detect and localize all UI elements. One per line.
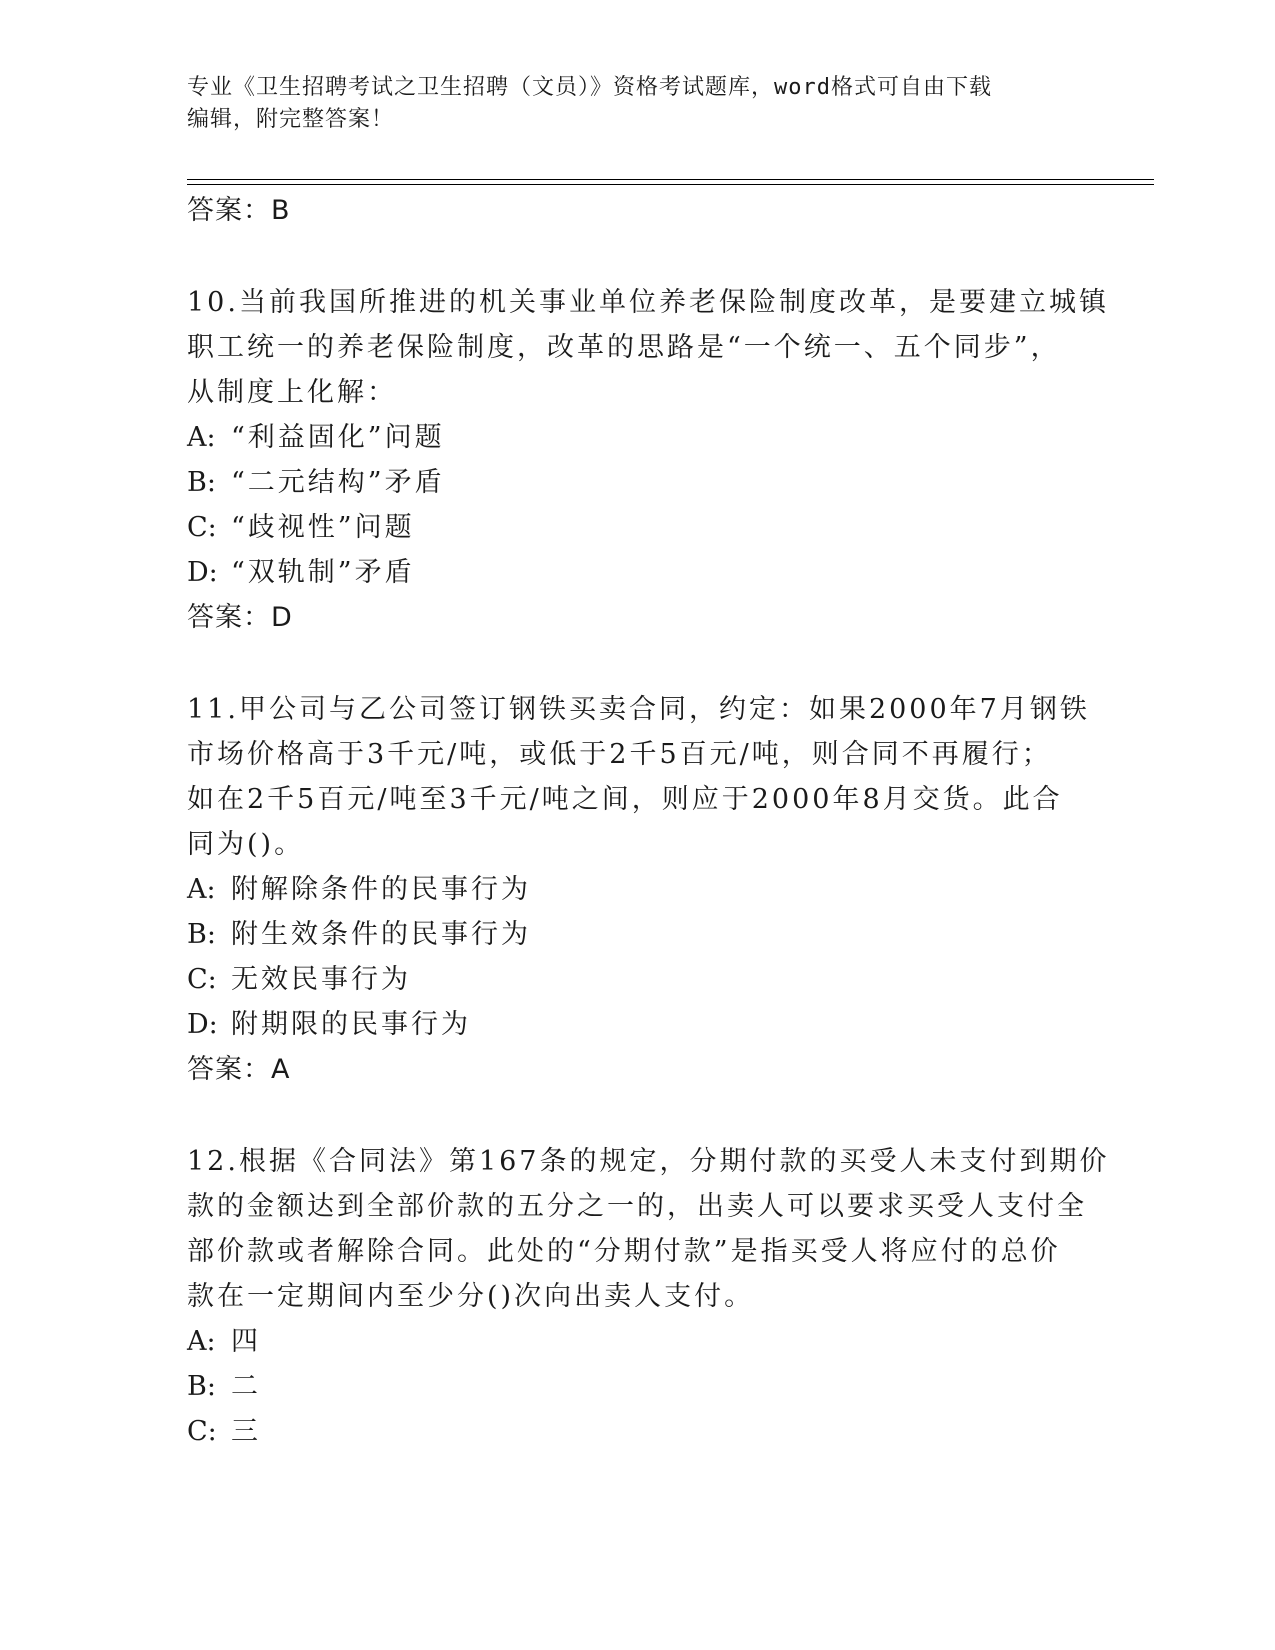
question-10-option-c — [187, 505, 1087, 550]
option-text: 附期限的民事行为 — [231, 1009, 471, 1040]
question-10-option-b — [187, 460, 1087, 505]
option-text: “歧视性”问题 — [231, 512, 415, 543]
spacer — [187, 1093, 1087, 1139]
question-11-answer: 答案：A — [187, 1054, 291, 1085]
question-12-stem — [187, 1139, 1110, 1319]
option-letter: A: — [187, 874, 216, 905]
question-list — [187, 188, 1110, 1454]
option-text: 无效民事行为 — [231, 964, 411, 995]
option-text: 四 — [231, 1326, 261, 1357]
stem-line: 职工统一的养老保险制度，改革的思路是“一个统一、五个同步”， — [187, 332, 1061, 363]
stem-line: 10.当前我国所推进的机关事业单位养老保险制度改革，是要建立城镇 — [187, 287, 1109, 318]
question-11-option-d — [187, 1002, 1087, 1047]
stem-line: 款在一定期间内至少分()次向出卖人支付。 — [187, 1281, 755, 1312]
header-divider-bottom — [187, 184, 1154, 185]
question-11-option-b — [187, 912, 1087, 957]
question-11-option-c — [187, 957, 1087, 1002]
spacer — [187, 234, 1087, 280]
option-text: “利益固化”问题 — [231, 422, 445, 453]
stem-line: 同为()。 — [187, 829, 305, 860]
stem-line: 11.甲公司与乙公司签订钢铁买卖合同，约定：如果2000年7月钢铁 — [187, 694, 1090, 725]
question-10-option-a — [187, 415, 1087, 460]
option-letter: C: — [187, 964, 217, 995]
option-letter: D: — [187, 557, 218, 588]
option-letter: D: — [187, 1009, 218, 1040]
stem-line: 款的金额达到全部价款的五分之一的，出卖人可以要求买受人支付全 — [187, 1191, 1087, 1222]
option-letter: C: — [187, 1416, 217, 1447]
header-line-1: 专业《卫生招聘考试之卫生招聘（文员）》资格考试题库，word格式可自由下载 — [187, 75, 992, 100]
stem-line: 部价款或者解除合同。此处的“分期付款”是指买受人将应付的总价 — [187, 1236, 1061, 1267]
stem-line: 市场价格高于3千元/吨，或低于2千5百元/吨，则合同不再履行； — [187, 739, 1052, 770]
option-letter: B: — [187, 467, 216, 498]
option-letter: B: — [187, 919, 216, 950]
option-text: 二 — [231, 1371, 261, 1402]
option-letter: A: — [187, 1326, 216, 1357]
question-10-option-d — [187, 550, 1087, 595]
question-12-option-c — [187, 1409, 1087, 1454]
question-10-stem — [187, 280, 1109, 415]
header-line-2: 编辑，附完整答案！ — [187, 107, 395, 132]
document-header — [187, 72, 1067, 136]
question-11-option-a — [187, 867, 1087, 912]
stem-line: 12.根据《合同法》第167条的规定，分期付款的买受人未支付到期价 — [187, 1146, 1110, 1177]
option-text: 附解除条件的民事行为 — [231, 874, 531, 905]
stem-line: 从制度上化解： — [187, 377, 397, 408]
spacer — [187, 641, 1087, 687]
option-text: “双轨制”矛盾 — [231, 557, 415, 588]
option-text: 三 — [231, 1416, 261, 1447]
option-letter: B: — [187, 1371, 216, 1402]
option-letter: C: — [187, 512, 217, 543]
stem-line: 如在2千5百元/吨至3千元/吨之间，则应于2000年8月交货。此合 — [187, 784, 1063, 815]
question-12-option-a — [187, 1319, 1087, 1364]
header-divider-top — [187, 179, 1154, 180]
question-10-answer: 答案：D — [187, 602, 293, 633]
option-text: “二元结构”矛盾 — [231, 467, 445, 498]
question-11-stem — [187, 687, 1090, 867]
answer-line: 答案：B — [187, 195, 291, 226]
option-text: 附生效条件的民事行为 — [231, 919, 531, 950]
option-letter: A: — [187, 422, 216, 453]
question-12-option-b — [187, 1364, 1087, 1409]
